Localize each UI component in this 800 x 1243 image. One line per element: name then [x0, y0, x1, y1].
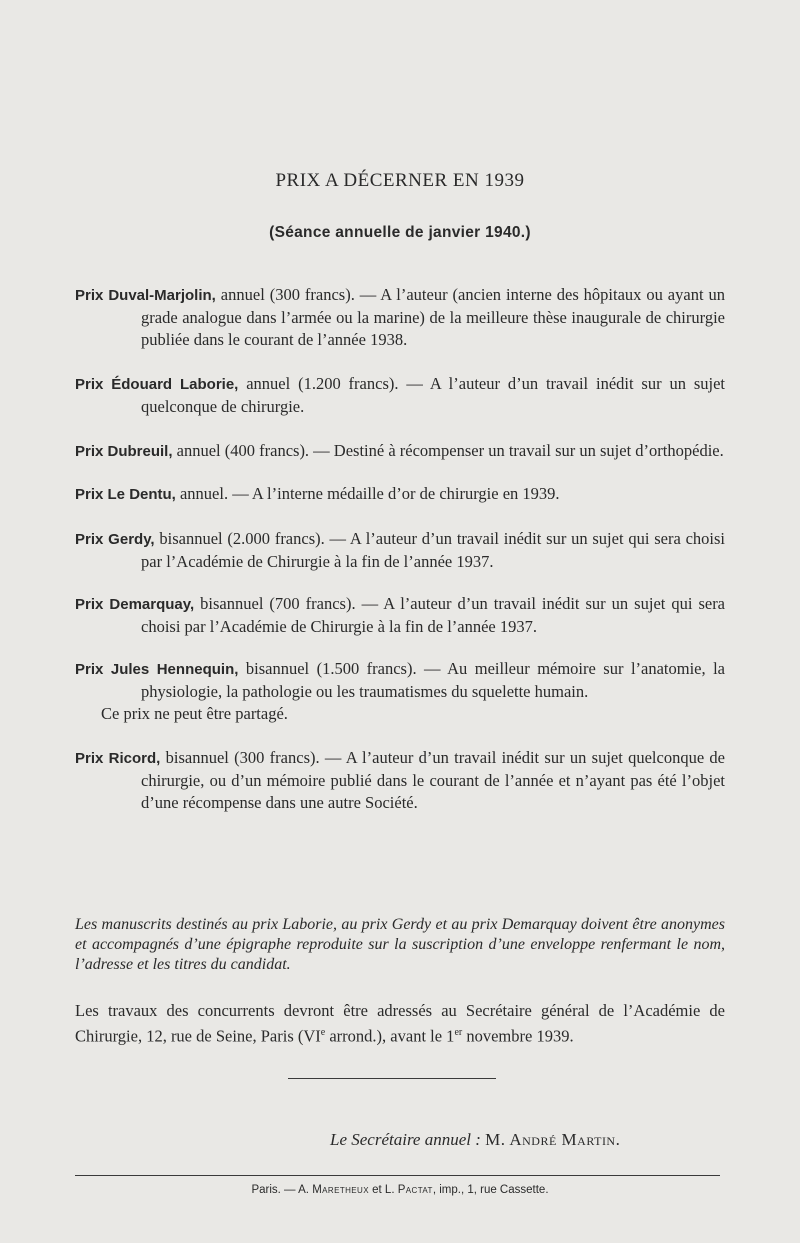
session-subtitle: (Séance annuelle de janvier 1940.) [269, 224, 531, 241]
prize-jules-hennequin [75, 658, 725, 703]
imprint-text: , imp., 1, rue Cassette. [432, 1184, 549, 1196]
prize-description: bisannuel (300 francs). — A l’auteur d’un travail inédit sur un sujet quelconque de chirurgie, ou d’un mémoire publié dans le courant de l’année et n’ayant pas été l’objet d’une récompense dans une autre Société. [141, 748, 725, 812]
imprint-text: et L. [368, 1184, 398, 1196]
submission-text: novembre 1939. [462, 1026, 574, 1046]
prize-le-dentu [75, 483, 725, 506]
hennequin-note: Ce prix ne peut être partagé. [101, 704, 288, 723]
submission-text: arrond.), avant le 1 [325, 1026, 455, 1046]
prize-description: annuel (300 francs). — A l’auteur (ancien interne des hôpitaux ou ayant un grade analogue dans l’armée ou la marine) de la meilleure thèse inaugurale de chirurgie publiée dans le courant de l’année 1938. [141, 285, 725, 349]
prize-gerdy [75, 528, 725, 573]
prize-description: annuel (400 francs). — Destiné à récompenser un travail sur un sujet d’orthopédie. [172, 441, 724, 460]
submission-text: Les travaux des concurrents devront être adressés au Secrétaire général de l’Académie de Chirurgie, 12, rue de Seine, Paris (VI [75, 1001, 725, 1046]
prize-name: Prix Duval-Marjolin, [75, 287, 216, 304]
manuscripts-note: Les manuscrits destinés au prix Laborie, au prix Gerdy et au prix Demarquay doivent être anonymes et accompagnés d’une épigraphe reproduite sur la suscription d’une enveloppe renfermant le nom, l’adresse et les titres du candidat. [75, 916, 725, 973]
prize-dubreuil [75, 440, 725, 463]
prize-ricord [75, 747, 725, 814]
signature-role: Le Secrétaire annuel : [330, 1130, 481, 1149]
printer-name: Pactat [397, 1184, 433, 1196]
submission-paragraph [75, 1000, 725, 1048]
signature-name: M. André Martin. [485, 1130, 621, 1149]
prize-name: Prix Gerdy, [75, 531, 155, 548]
prize-description: bisannuel (1.500 francs). — Au meilleur mémoire sur l’anatomie, la physiologie, la pathologie ou les traumatismes du squelette humain. [141, 659, 725, 701]
printer-imprint [0, 1184, 800, 1196]
prize-name: Prix Dubreuil, [75, 443, 173, 460]
prize-name: Prix Demarquay, [75, 596, 195, 613]
prize-description: annuel (1.200 francs). — A l’auteur d’un travail inédit sur un sujet quelconque de chirurgie. [141, 374, 725, 416]
prize-name: Prix Jules Hennequin, [75, 661, 239, 678]
prize-duval-marjolin [75, 284, 725, 351]
prize-name: Prix Le Dentu, [75, 486, 176, 503]
footer-divider [75, 1175, 720, 1176]
prize-name: Prix Édouard Laborie, [75, 376, 239, 393]
printer-name: Maretheux [312, 1184, 369, 1196]
superscript: e [320, 1027, 326, 1038]
prize-description: annuel. — A l’interne médaille d’or de chirurgie en 1939. [175, 484, 560, 503]
prize-list [75, 284, 725, 814]
divider [288, 1078, 496, 1079]
imprint-text: Paris. — A. [251, 1184, 313, 1196]
signature [330, 1130, 710, 1150]
prize-demarquay [75, 593, 725, 638]
prize-description: bisannuel (2.000 francs). — A l’auteur d’un travail inédit sur un sujet qui sera choisi par l’Académie de Chirurgie à la fin de l’année 1937. [141, 529, 725, 571]
prize-description: bisannuel (700 francs). — A l’auteur d’un travail inédit sur un sujet qui sera choisi par l’Académie de Chirurgie à la fin de l’année 1937. [141, 594, 726, 636]
prize-laborie [75, 373, 725, 418]
prize-name: Prix Ricord, [75, 750, 161, 767]
superscript: er [454, 1027, 463, 1038]
page-title: PRIX A DÉCERNER EN 1939 [275, 170, 525, 191]
